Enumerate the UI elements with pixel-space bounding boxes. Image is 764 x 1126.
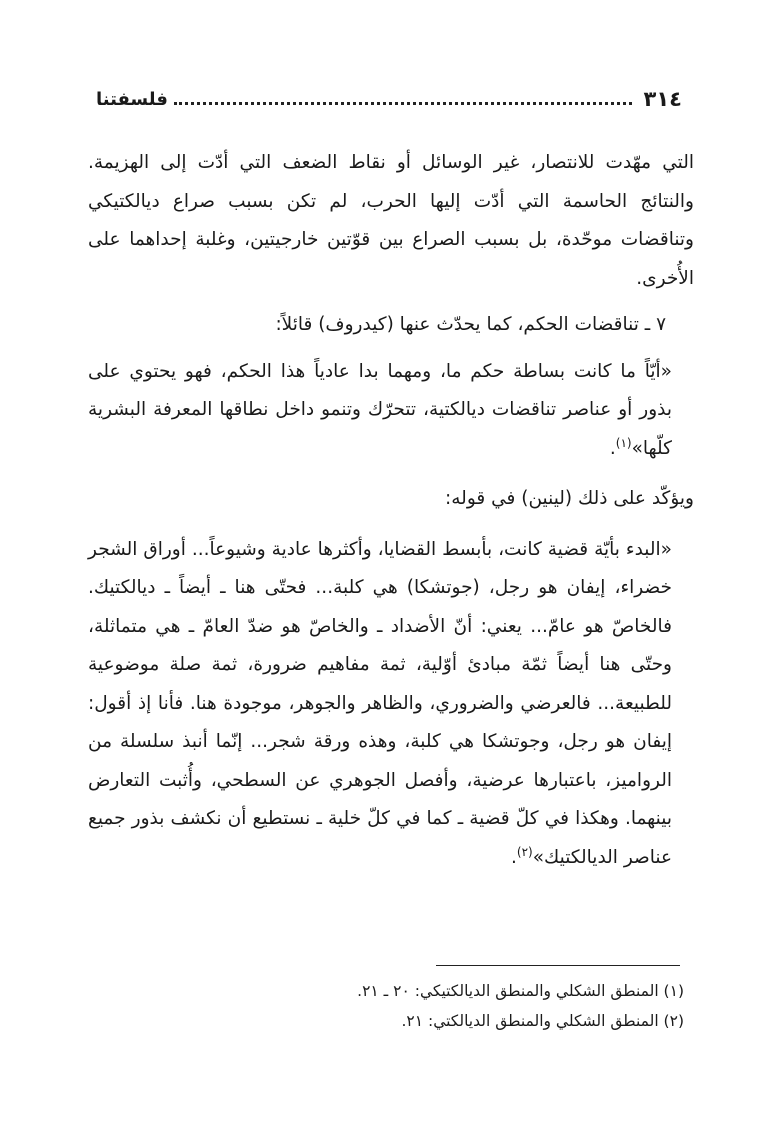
footnote-1: (١) المنطق الشكلي والمنطق الديالكتيكي: ٢٠ ـ ٢١. (357, 982, 684, 1000)
quote-lenin-text: «البدء بأيّة قضية كانت، بأبسط القضايا، وأكثرها عادية وشيوعاً... أوراق الشجر خضراء، إيفان هو رجل، (جوتشكا) هي كلبة... فحتّى هنا ـ أيضاً ـ ديالكتيك. فالخاصّ هو عامّ... يعني: أنّ الأضداد ـ والخاصّ هو ضدّ العامّ ـ هي متماثلة، وحتّى هنا أيضاً ثمّة مبادئ أوّلية، ثمة مفاهيم ضرورة، ثمة صلة موضوعية للطبيعة... فالعرضي والضروري، والظاهر والجوهر، موجودة هنا. فأنا إذ أقول: إيفان هو رجل، وجوتشكا هي كلبة، وهذه ورقة شجر... إنّما أنبذ سلسلة من الرواميز، باعتبارها عرضية، وأفصل الجوهري عن السطحي، وأُثبت التعارض بينهما. وهكذا في كلّ قضية ـ كما في كلّ خلية ـ نستطيع أن نكشف بذور جميع عناصر الديالكتيك» (88, 538, 672, 868)
body-text (88, 144, 694, 877)
header-dot-leader (174, 102, 632, 105)
quote-lenin-end: . (511, 846, 517, 868)
quote-kedrov (88, 353, 694, 469)
page-number: ٣١٤ (643, 87, 682, 111)
footnote-ref-1: (١) (615, 435, 632, 450)
footnote-ref-2: (٢) (516, 844, 533, 859)
paragraph-point-7: ٧ ـ تناقضات الحكم، كما يحدّث عنها (كيدروف) قائلاً: (275, 314, 666, 335)
footnotes (240, 976, 684, 1036)
quote-kedrov-text: «أيّاً ما كانت بساطة حكم ما، ومهما بدا عادياً هذا الحكم، فهو يحتوي على بذور أو عناصر تناقضات ديالكتية، تتحرّك وتنمو داخل نطاقها المعرفة البشرية كلّها» (88, 360, 672, 459)
quote-kedrov-end: . (609, 437, 616, 459)
running-header (96, 84, 682, 114)
book-title: فلسفتنا (96, 88, 168, 110)
footnote-separator (436, 965, 680, 966)
paragraph-lenin-intro: ويؤكّد على ذلك (لينين) في قوله: (445, 488, 694, 509)
paragraph-continuation: التي مهّدت للانتصار، غير الوسائل أو نقاط الضعف التي أدّت إلى الهزيمة. والنتائج الحاسمة التي أدّت إليها الحرب، لم تكن بسبب صراع ديالكتيكي وتناقضات موحّدة، بل بسبب الصراع بين قوّتين خارجيتين، وغلبة إحداهما على الأُخرى. (88, 152, 694, 289)
footnote-2: (٢) المنطق الشكلي والمنطق الديالكتي: ٢١. (401, 1012, 684, 1030)
quote-lenin (88, 531, 694, 878)
